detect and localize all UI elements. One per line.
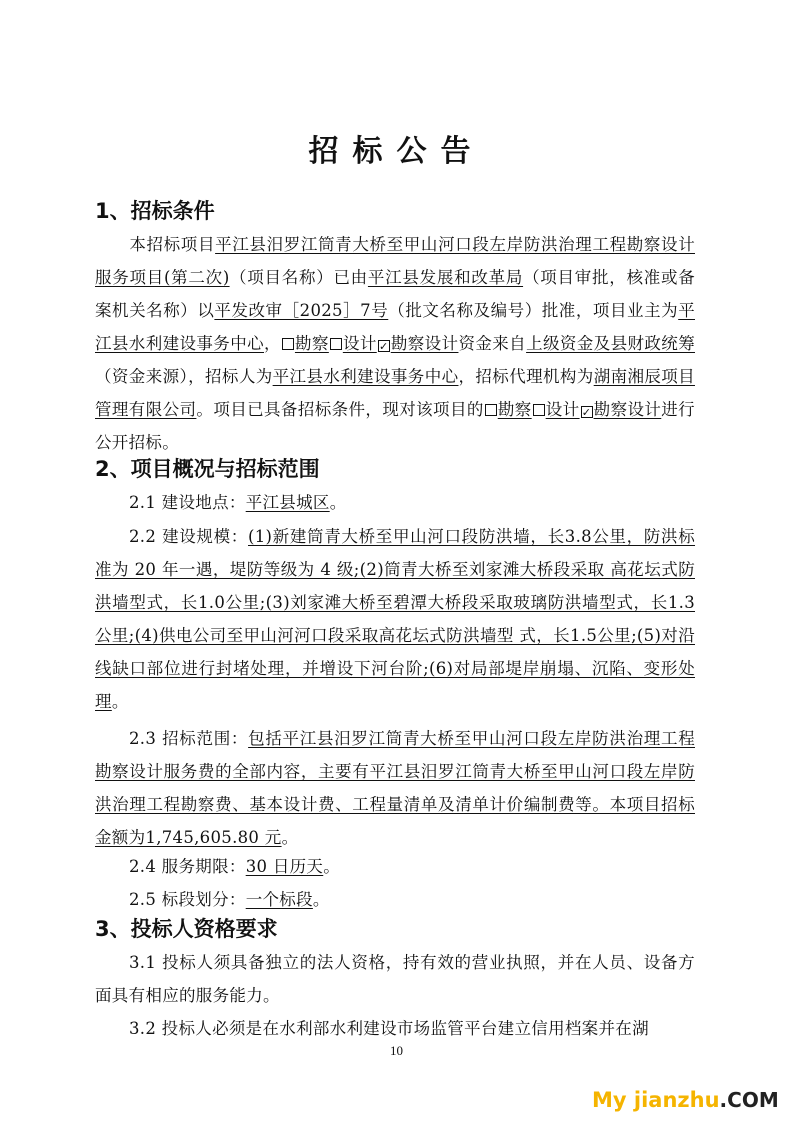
checkbox-empty-icon [533,404,545,416]
watermark-logo: My jianzhu.COM [592,1088,779,1112]
section-2-heading: 2、项目概况与招标范围 [95,457,320,481]
paragraph-2-1: 2.1 建设地点：平江县城区。 [129,493,347,512]
paragraph-3-1: 3.1 投标人须具备独立的法人资格，持有效的营业执照，并在人员、设备方面具有相应的服务能力。 [95,953,695,1005]
checkbox-empty-icon [330,338,342,350]
document-title: 招标公告 [308,134,485,169]
section-1-heading: 1、招标条件 [95,199,215,223]
checkbox-checked-icon: ✓ [378,340,389,353]
paragraph-2-4: 2.4 服务期限：30 日历天。 [129,857,341,876]
section-3-heading: 3、投标人资格要求 [95,917,278,941]
page-number: 10 [390,1043,403,1058]
paragraph-2-2: 2.2 建设规模：(1)新建筒青大桥至甲山河口段防洪墙，长3.8公里，防洪标准为 20 年一遇，堤防等级为 4 级;(2)筒青大桥至刘家滩大桥段采取 高花坛式防洪墙型式，长1.0公里;(3)刘家滩大桥至碧潭大桥段采取玻璃防洪墙型式，长1.3公里;(4)供电公司至甲山河河口段采取高花坛式防洪墙型 式，长1.5公里;(5)对沿线缺口部位进行封堵处理，并增设下河台阶;(6)对局部堤岸崩塌、沉陷、变形处理。 [95,527,696,711]
checkbox-empty-icon [485,404,497,416]
section-1-paragraph: 本招标项目平江县汨罗江筒青大桥至甲山河口段左岸防洪治理工程勘察设计服务项目(第二次)（项目名称）已由平江县发展和改革局（项目审批，核准或备案机关名称）以平发改审［2025］7号（批文名称及编号）批准，项目业主为平江县水利建设事务中心， 勘察 设计 ✓ 勘察设计资金来自上级资金及县财政统筹（资金来源），招标人为平江县水利建设事务中心，招标代理机构为湖南湘辰项目管理有限公司。项目已具备招标条件，现对该项目的 勘察 设计 ✓ 勘察设计进行公开招标。 [95,235,695,452]
paragraph-3-2: 3.2 投标人必须是在水利部水利建设市场监管平台建立信用档案并在湖 [129,1019,649,1038]
checkbox-checked-icon: ✓ [581,406,592,419]
paragraph-2-3: 2.3 招标范围：包括平江县汨罗江筒青大桥至甲山河口段左岸防洪治理工程勘察设计服务费的全部内容，主要有平江县汨罗江筒青大桥至甲山河口段左岸防洪治理工程勘察费、基本设计费、工程量清单及清单计价编制费等。本项目招标金额为1,745,605.80 元。 [95,729,695,847]
paragraph-2-5: 2.5 标段划分：一个标段。 [129,890,330,909]
checkbox-empty-icon [282,338,294,350]
